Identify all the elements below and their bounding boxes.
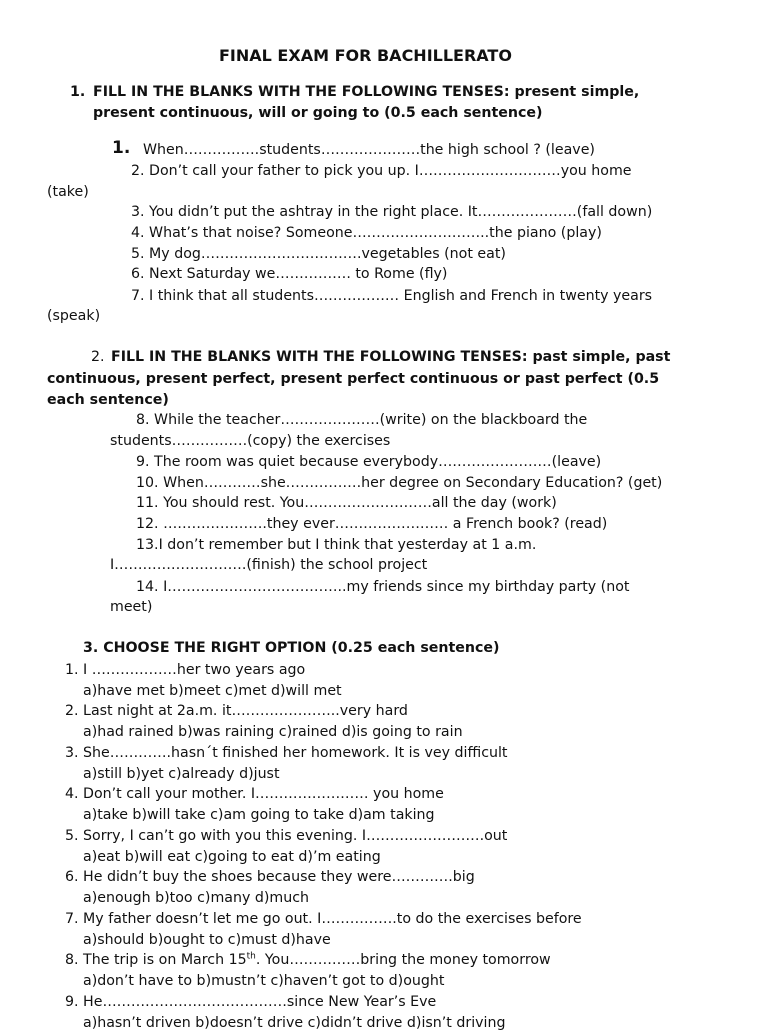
mc-question-1: 1. I ………………her two years ago bbox=[65, 662, 306, 678]
mc-options-5: a)eat b)will eat c)going to eat d)’m eating bbox=[83, 849, 381, 865]
mc-question-8-text: 8. The trip is on March 15 bbox=[65, 952, 247, 968]
mc-question-4: 4. Don’t call your mother. I…………………… you home bbox=[65, 786, 444, 802]
question-12: 12. ………………….they ever…………………… a French book? (read) bbox=[136, 516, 608, 532]
question-2-cont: (take) bbox=[47, 184, 89, 200]
question-2: 2. Don’t call your father to pick you up. I…………………………you home bbox=[131, 163, 632, 179]
mc-question-7: 7. My father doesn’t let me go out. I…………….to do the exercises before bbox=[65, 911, 582, 927]
mc-options-1: a)have met b)meet c)met d)will met bbox=[83, 683, 342, 699]
question-4: 4. What’s that noise? Someone………………………..the piano (play) bbox=[131, 225, 602, 241]
mc-options-8: a)don’t have to b)mustn’t c)haven’t got to d)ought bbox=[83, 973, 445, 989]
mc-question-8-superscript: th bbox=[246, 951, 256, 962]
section-2-number: 2. bbox=[91, 349, 105, 365]
question-9: 9. The room was quiet because everybody……………………(leave) bbox=[136, 454, 602, 470]
section-1-heading-cont: present continuous, will or going to (0.5 each sentence) bbox=[93, 105, 543, 121]
question-7-cont: (speak) bbox=[47, 308, 101, 324]
mc-question-8 bbox=[65, 950, 551, 970]
section-2-heading-cont: continuous, present perfect, present perfect continuous or past perfect (0.5 bbox=[47, 371, 660, 387]
question-5: 5. My dog…………………………….vegetables (not eat) bbox=[131, 246, 506, 262]
section-1-heading: FILL IN THE BLANKS WITH THE FOLLOWING TENSES: present simple, bbox=[93, 84, 640, 100]
mc-question-8-text-end: . You……………bring the money tomorrow bbox=[255, 952, 551, 968]
question-3: 3. You didn’t put the ashtray in the right place. It…………………(fall down) bbox=[131, 204, 653, 220]
question-10: 10. When…………she…………….her degree on Secondary Education? (get) bbox=[136, 475, 663, 491]
mc-question-5: 5. Sorry, I can’t go with you this evening. I…………………….out bbox=[65, 828, 508, 844]
mc-options-3: a)still b)yet c)already d)just bbox=[83, 766, 280, 782]
mc-options-6: a)enough b)too c)many d)much bbox=[83, 890, 309, 906]
question-8: 8. While the teacher…………………(write) on the blackboard the bbox=[136, 412, 588, 428]
section-1-number: 1. bbox=[70, 84, 86, 100]
question-13-cont: I……………………….(finish) the school project bbox=[110, 557, 428, 573]
mc-options-9: a)hasn’t driven b)doesn’t drive c)didn’t drive d)isn’t driving bbox=[83, 1015, 506, 1031]
section-3-heading: 3. CHOOSE THE RIGHT OPTION (0.25 each sentence) bbox=[83, 640, 500, 656]
mc-options-7: a)should b)ought to c)must d)have bbox=[83, 932, 331, 948]
mc-question-6: 6. He didn’t buy the shoes because they were………….big bbox=[65, 869, 475, 885]
mc-options-4: a)take b)will take c)am going to take d)am taking bbox=[83, 807, 435, 823]
question-6: 6. Next Saturday we……………. to Rome (fly) bbox=[131, 266, 448, 282]
question-14-cont: meet) bbox=[110, 599, 153, 615]
mc-question-3: 3. She………….hasn´t finished her homework. It is vey difficult bbox=[65, 745, 508, 761]
mc-question-9: 9. He…………………………………since New Year’s Eve bbox=[65, 994, 437, 1010]
page-title: FINAL EXAM FOR BACHILLERATO bbox=[219, 46, 512, 65]
mc-options-2: a)had rained b)was raining c)rained d)is going to rain bbox=[83, 724, 463, 740]
question-13: 13.I don’t remember but I think that yesterday at 1 a.m. bbox=[136, 537, 537, 553]
section-2-heading: FILL IN THE BLANKS WITH THE FOLLOWING TENSES: past simple, past bbox=[111, 349, 671, 365]
section-2-heading-end: each sentence) bbox=[47, 392, 169, 408]
question-11: 11. You should rest. You………………………all the day (work) bbox=[136, 495, 557, 511]
question-8-cont: students…………….(copy) the exercises bbox=[110, 433, 391, 449]
mc-question-2: 2. Last night at 2a.m. it…………………..very hard bbox=[65, 703, 408, 719]
question-1: When…………….students…………………the high school ? (leave) bbox=[143, 142, 595, 158]
question-7: 7. I think that all students……………… English and French in twenty years bbox=[131, 288, 653, 304]
question-14: 14. I………………………………..my friends since my birthday party (not bbox=[136, 579, 630, 595]
question-1-number: 1. bbox=[112, 138, 131, 158]
